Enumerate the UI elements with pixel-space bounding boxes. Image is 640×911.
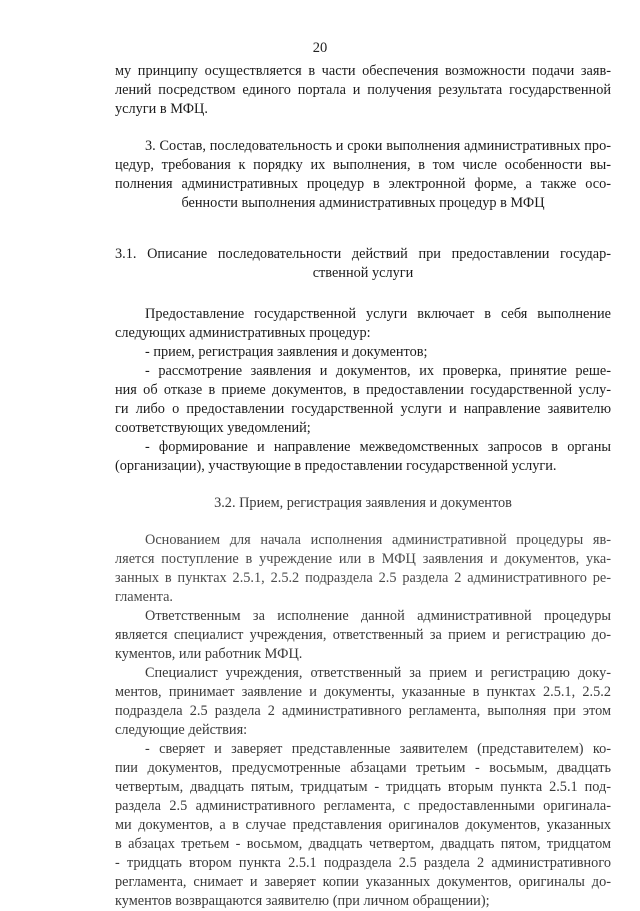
text-line: следующих административных процедур: bbox=[115, 325, 371, 341]
text-line: регламента, снимает и заверяет копии указанных документов, оригиналы до- bbox=[115, 874, 611, 890]
list-item: - прием, регистрация заявления и документов; bbox=[145, 344, 428, 360]
text-line: раздела 2.5 административного регламента, с предоставленными оригинала- bbox=[115, 798, 611, 814]
text-line: гламента. bbox=[115, 589, 174, 605]
document-body bbox=[115, 62, 611, 911]
text-line: 3. Состав, последовательность и сроки выполнения административных про- bbox=[145, 138, 611, 154]
section-3-heading bbox=[115, 137, 611, 213]
procedures-list bbox=[115, 305, 611, 476]
text-line: ги либо о предоставлении государственной услуги и направление заявителю bbox=[115, 401, 611, 417]
actions-paragraph bbox=[115, 664, 611, 911]
text-line: ментов, принимает заявление и документы, указанные в пунктах 2.5.1, 2.5.2 bbox=[115, 684, 611, 700]
text-line: Предоставление государственной услуги включает в себя выполнение bbox=[145, 306, 611, 322]
text-line: полнения административных процедур в электронной форме, а также осо- bbox=[115, 176, 611, 192]
text-line: Специалист учреждения, ответственный за прием и регистрацию доку- bbox=[145, 665, 611, 681]
text-line: четвертым, двадцать пятым, тридцатым - тридцать вторым пункта 2.5.1 под- bbox=[115, 779, 611, 795]
text-line: (организации), участвующие в предоставлении государственной услуги. bbox=[115, 458, 557, 474]
text-line: 3.1. Описание последовательности действий при предоставлении государ- bbox=[115, 246, 611, 262]
text-line: Ответственным за исполнение данной административной процедуры bbox=[145, 608, 611, 624]
list-item: - сверяет и заверяет представленные заявителем (представителем) ко- bbox=[145, 741, 611, 757]
text-line: ственной услуги bbox=[312, 265, 414, 281]
text-line: Основанием для начала исполнения административной процедуры яв- bbox=[145, 532, 611, 548]
text-line: лений посредством единого портала и получения результата государственной bbox=[115, 82, 611, 98]
text-line: цедур, требования к порядку их выполнения, в том числе особенности вы- bbox=[115, 157, 611, 173]
text-line: пии документов, предусмотренные абзацами третьим - восьмым, двадцать bbox=[115, 760, 611, 776]
section-3-1-heading bbox=[115, 245, 611, 283]
basis-paragraph bbox=[115, 531, 611, 607]
text-line: ляется поступление в учреждение или в МФЦ заявления и документов, ука- bbox=[115, 551, 611, 567]
text-line: является специалист учреждения, ответственный за прием и регистрацию до- bbox=[115, 627, 611, 643]
text-line: кументов, или работник МФЦ. bbox=[115, 646, 303, 662]
text-line: услуги в МФЦ. bbox=[115, 101, 208, 117]
continuation-paragraph bbox=[115, 62, 611, 119]
text-line: бенности выполнения административных процедур в МФЦ bbox=[181, 195, 545, 211]
text-line: подраздела 2.5 раздела 2 административного регламента, выполняя при этом bbox=[115, 703, 611, 719]
list-item: - рассмотрение заявления и документов, их проверка, принятие реше- bbox=[145, 363, 611, 379]
text-line: ния об отказе в приеме документов, в предоставлении государственной услу- bbox=[115, 382, 611, 398]
list-item: - формирование и направление межведомственных запросов в органы bbox=[145, 439, 611, 455]
section-3-2-heading: 3.2. Прием, регистрация заявления и документов bbox=[214, 495, 512, 511]
responsible-paragraph bbox=[115, 607, 611, 664]
page-number: 20 bbox=[312, 40, 328, 56]
text-line: кументов возвращаются заявителю (при личном обращении); bbox=[115, 893, 490, 909]
text-line: в абзацах третьем - восьмом, двадцать четвертом, двадцать пятом, тридцатом bbox=[115, 836, 611, 852]
text-line: соответствующих уведомлений; bbox=[115, 420, 311, 436]
text-line: ми документов, а в случае представления оригиналов документов, указанных bbox=[115, 817, 611, 833]
text-line: занных в пунктах 2.5.1, 2.5.2 подраздела 2.5 раздела 2 административного ре- bbox=[115, 570, 611, 586]
text-line: му принципу осуществляется в части обеспечения возможности подачи заяв- bbox=[115, 63, 611, 79]
text-line: - тридцать втором пункта 2.5.1 подраздела 2.5 раздела 2 административного bbox=[115, 855, 611, 871]
text-line: следующие действия: bbox=[115, 722, 248, 738]
